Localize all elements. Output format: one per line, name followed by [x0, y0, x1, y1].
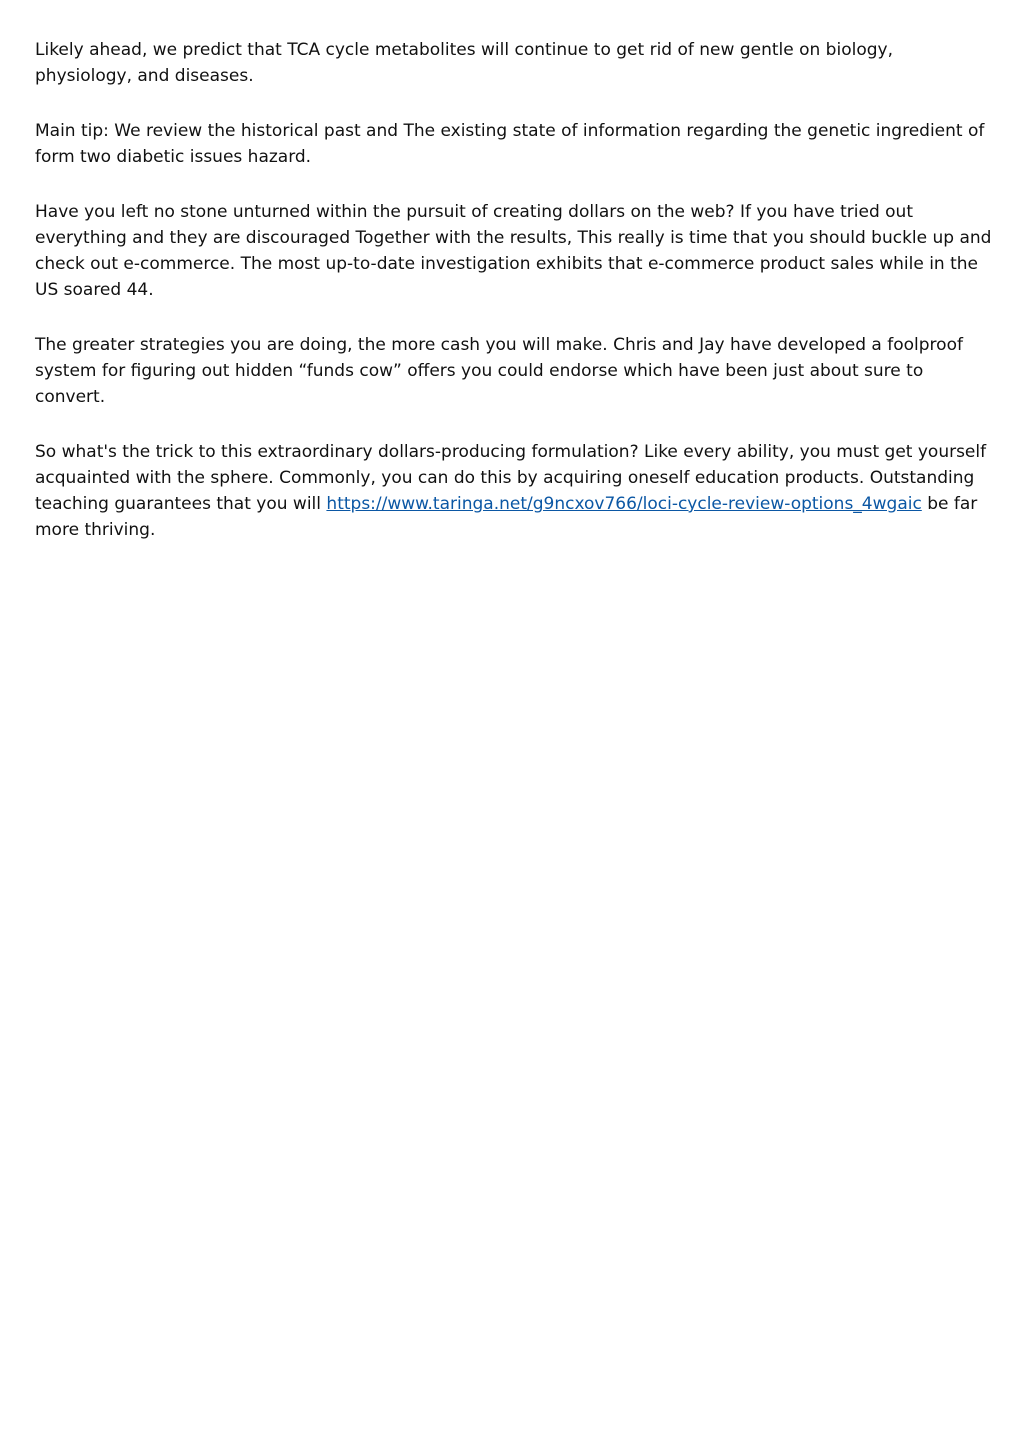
paragraph-5-text-before-link: So what's the trick to this extraordinary dollars-producing formulation? Like every ability, you must get yourself acquainted with the sphere. Commonly, you can do this by acquiring oneself education products. Outstanding teaching guarantees that you will	[35, 442, 987, 514]
paragraph-3: Have you left no stone unturned within the pursuit of creating dollars on the web? If you have tried out everything and they are discouraged Together with the results, This really is time that you should buckle up and check out e-commerce. The most up-to-date investigation exhibits that e-commerce product sales while in the US soared 44.	[35, 202, 992, 300]
paragraph-1: Likely ahead, we predict that TCA cycle metabolites will continue to get rid of new gentle on biology, physiology, and diseases.	[35, 40, 893, 86]
paragraph-2: Main tip: We review the historical past and The existing state of information regarding the genetic ingredient of form two diabetic issues hazard.	[35, 121, 985, 167]
paragraph-5-text-after-link: be far more thriving.	[35, 494, 978, 540]
document-body	[35, 37, 993, 572]
paragraph-4: The greater strategies you are doing, the more cash you will make. Chris and Jay have developed a foolproof system for figuring out hidden “funds cow” offers you could endorse which have been just about sure to convert.	[35, 335, 963, 407]
paragraph-5	[35, 439, 993, 543]
taringa-link[interactable]: https://www.taringa.net/g9ncxov766/loci-cycle-review-options_4wgaic	[326, 494, 922, 514]
